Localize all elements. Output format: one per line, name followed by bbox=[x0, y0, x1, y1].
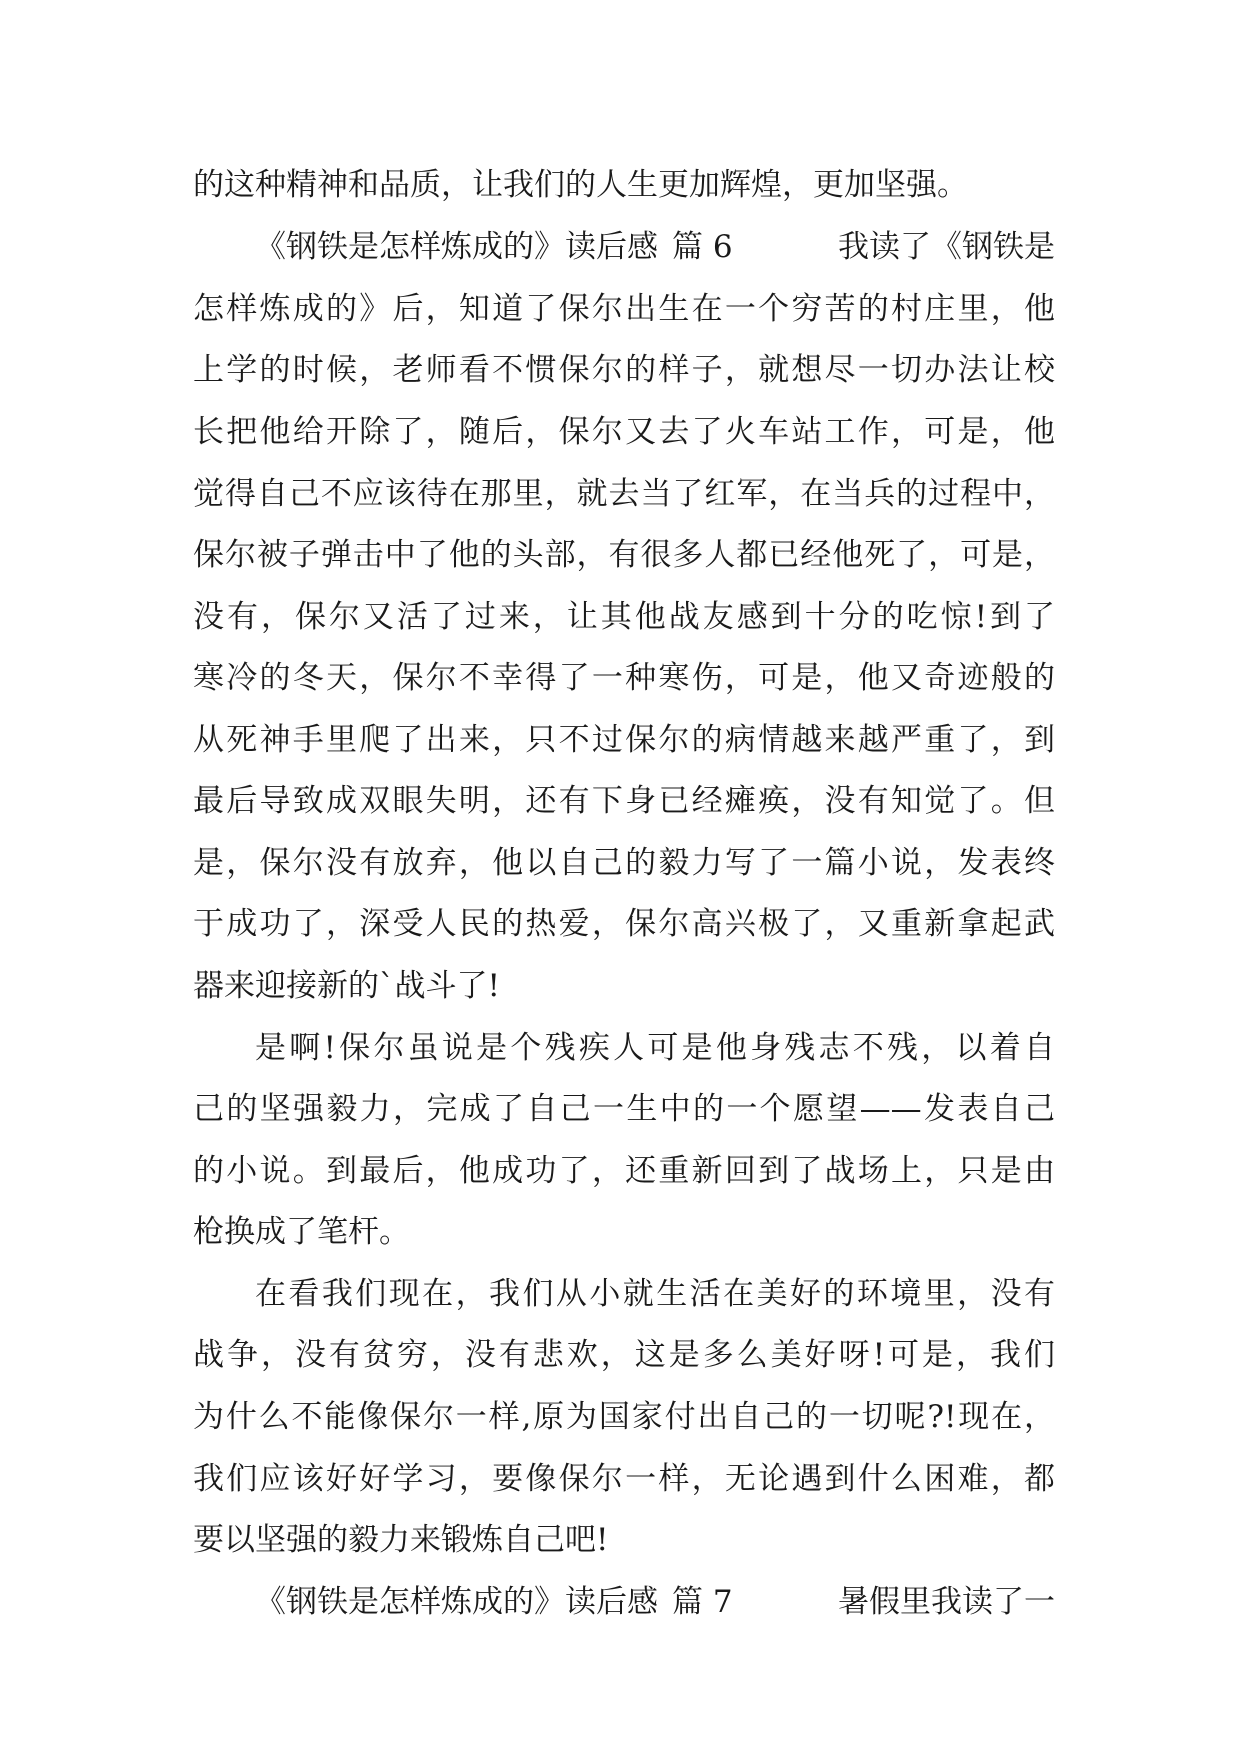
essay-heading-7 bbox=[255, 1582, 1055, 1622]
heading-title: 《钢铁是怎样炼成的》读后感 bbox=[255, 229, 658, 265]
heading-number: 篇 7 bbox=[672, 1584, 733, 1620]
paragraph-line: 寒冷的冬天，保尔不幸得了一种寒伤，可是，他又奇迹般的 bbox=[193, 660, 1055, 696]
paragraph-line: 枪换成了笔杆。 bbox=[193, 1214, 410, 1250]
paragraph-line: 于成功了，深受人民的热爱，保尔高兴极了，又重新拿起武 bbox=[193, 906, 1055, 942]
paragraph-line: 为什么不能像保尔一样,原为国家付出自己的一切呢?!现在， bbox=[193, 1399, 1055, 1435]
paragraph-line: 长把他给开除了，随后，保尔又去了火车站工作，可是，他 bbox=[193, 414, 1055, 450]
paragraph-line: 没有，保尔又活了过来，让其他战友感到十分的吃惊!到了 bbox=[193, 599, 1055, 635]
paragraph-line: 器来迎接新的`战斗了! bbox=[193, 968, 500, 1004]
paragraph-line: 要以坚强的毅力来锻炼自己吧! bbox=[193, 1522, 609, 1558]
heading-number: 篇 6 bbox=[672, 229, 733, 265]
paragraph-line: 最后导致成双眼失明，还有下身已经瘫痪，没有知觉了。但 bbox=[193, 783, 1055, 819]
paragraph-line: 战争，没有贫穷，没有悲欢，这是多么美好呀!可是，我们 bbox=[193, 1337, 1055, 1373]
heading-continuation: 我读了《钢铁是 bbox=[838, 229, 1055, 265]
paragraph-line: 觉得自己不应该待在那里，就去当了红军，在当兵的过程中， bbox=[193, 476, 1055, 512]
paragraph-line: 怎样炼成的》后，知道了保尔出生在一个穷苦的村庄里，他 bbox=[193, 291, 1055, 327]
paragraph-line: 的小说。到最后，他成功了，还重新回到了战场上，只是由 bbox=[193, 1153, 1055, 1189]
paragraph-line: 上学的时候，老师看不惯保尔的样子，就想尽一切办法让校 bbox=[193, 352, 1055, 388]
paragraph-line: 的这种精神和品质，让我们的人生更加辉煌，更加坚强。 bbox=[193, 167, 968, 203]
essay-heading-6 bbox=[255, 227, 1055, 267]
paragraph-line: 是啊!保尔虽说是个残疾人可是他身残志不残，以着自 bbox=[255, 1030, 1055, 1066]
heading-continuation: 暑假里我读了一 bbox=[838, 1584, 1055, 1620]
paragraph-line: 己的坚强毅力，完成了自己一生中的一个愿望——发表自己 bbox=[193, 1091, 1055, 1127]
heading-title: 《钢铁是怎样炼成的》读后感 bbox=[255, 1584, 658, 1620]
paragraph-line: 是，保尔没有放弃，他以自己的毅力写了一篇小说，发表终 bbox=[193, 845, 1055, 881]
paragraph-line: 从死神手里爬了出来，只不过保尔的病情越来越严重了，到 bbox=[193, 722, 1055, 758]
paragraph-line: 在看我们现在，我们从小就生活在美好的环境里，没有 bbox=[255, 1276, 1055, 1312]
paragraph-line: 保尔被子弹击中了他的头部，有很多人都已经他死了，可是， bbox=[193, 537, 1055, 573]
paragraph-line: 我们应该好好学习，要像保尔一样，无论遇到什么困难，都 bbox=[193, 1461, 1055, 1497]
